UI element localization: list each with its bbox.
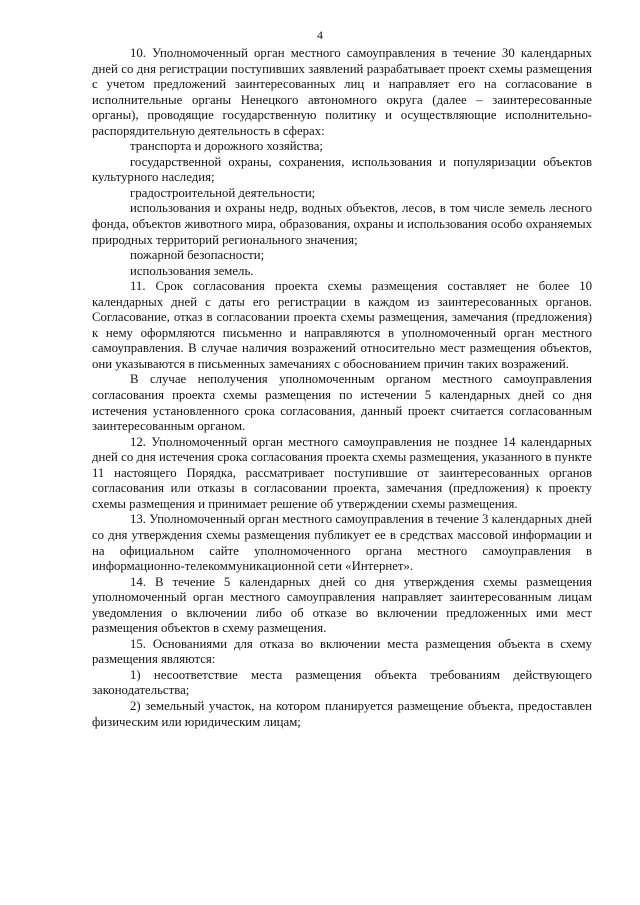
paragraph-11-continuation: В случае неполучения уполномоченным органом местного самоуправления согласования проекта схемы размещения по истечении 5 календарных дней со дня истечения установленного срока согласования, данный проект считается согласованным заинтересованным органом.	[92, 372, 592, 434]
list-item-transport: транспорта и дорожного хозяйства;	[130, 139, 323, 154]
refusal-ground-2: 2) земельный участок, на котором планируется размещение объекта, предоставлен физическим или юридическим лицам;	[92, 698, 592, 729]
list-item-land-use: использования земель.	[130, 263, 254, 278]
list-item-fire-safety: пожарной безопасности;	[130, 248, 265, 263]
list-item-natural-resources: использования и охраны недр, водных объектов, лесов, в том числе земель лесного фонда, объектов животного мира, образования, охраны и использования особо охраняемых природных территорий регионального значения;	[92, 201, 592, 247]
paragraph-14: 14. В течение 5 календарных дней со дня утверждения схемы размещения уполномоченный орган местного самоуправления направляет заинтересованным лицам уведомления о включении либо об отказе во включении предложенных ими мест размещения объектов в схему размещения.	[92, 574, 592, 636]
list-item-cultural-heritage: государственной охраны, сохранения, использования и популяризации объектов культурного наследия;	[92, 154, 592, 185]
paragraph-13: 13. Уполномоченный орган местного самоуправления в течение 3 календарных дней со дня утверждения схемы размещения публикует ее в средствах массовой информации и на официальном сайте уполномоченного органа местного самоуправления в информационно-телекоммуникационной сети «Интернет».	[92, 512, 592, 574]
refusal-ground-1: 1) несоответствие места размещения объекта требованиям действующего законодательства;	[92, 667, 592, 698]
paragraph-10: 10. Уполномоченный орган местного самоуправления в течение 30 календарных дней со дня регистрации поступивших заявлений разрабатывает проект схемы размещения с учетом предложений заинтересованных лиц и направляет его на согласование в исполнительные органы Ненецкого автономного округа (далее – заинтересованные органы), проводящие государственную политику и осуществляющие исполнительно-распорядительную деятельность в сферах:	[92, 46, 592, 138]
document-body	[92, 46, 592, 730]
paragraph-11: 11. Срок согласования проекта схемы размещения составляет не более 10 календарных дней с даты его регистрации в каждом из заинтересованных органов. Согласование, отказ в согласовании проекта схемы размещения, замечания (предложения) к нему оформляются письменно и направляются в уполномоченный орган местного самоуправления. В случае наличия возражений относительно мест размещения объектов, они указываются в письменных замечаниях с обоснованием причин таких возражений.	[92, 279, 592, 371]
list-item-urban-planning: градостроительной деятельности;	[130, 185, 316, 200]
page-number: 4	[317, 28, 323, 42]
paragraph-12: 12. Уполномоченный орган местного самоуправления не позднее 14 календарных дней со дня истечения срока согласования проекта схемы размещения, указанного в пункте 11 настоящего Порядка, рассматривает поступившие от заинтересованных органов согласования или отказы в согласовании проекта, замечания (предложения) к проекту схемы размещения и принимает решение об утверждении схемы размещения.	[92, 434, 592, 511]
paragraph-15: 15. Основаниями для отказа во включении места размещения объекта в схему размещения являются:	[92, 636, 592, 667]
